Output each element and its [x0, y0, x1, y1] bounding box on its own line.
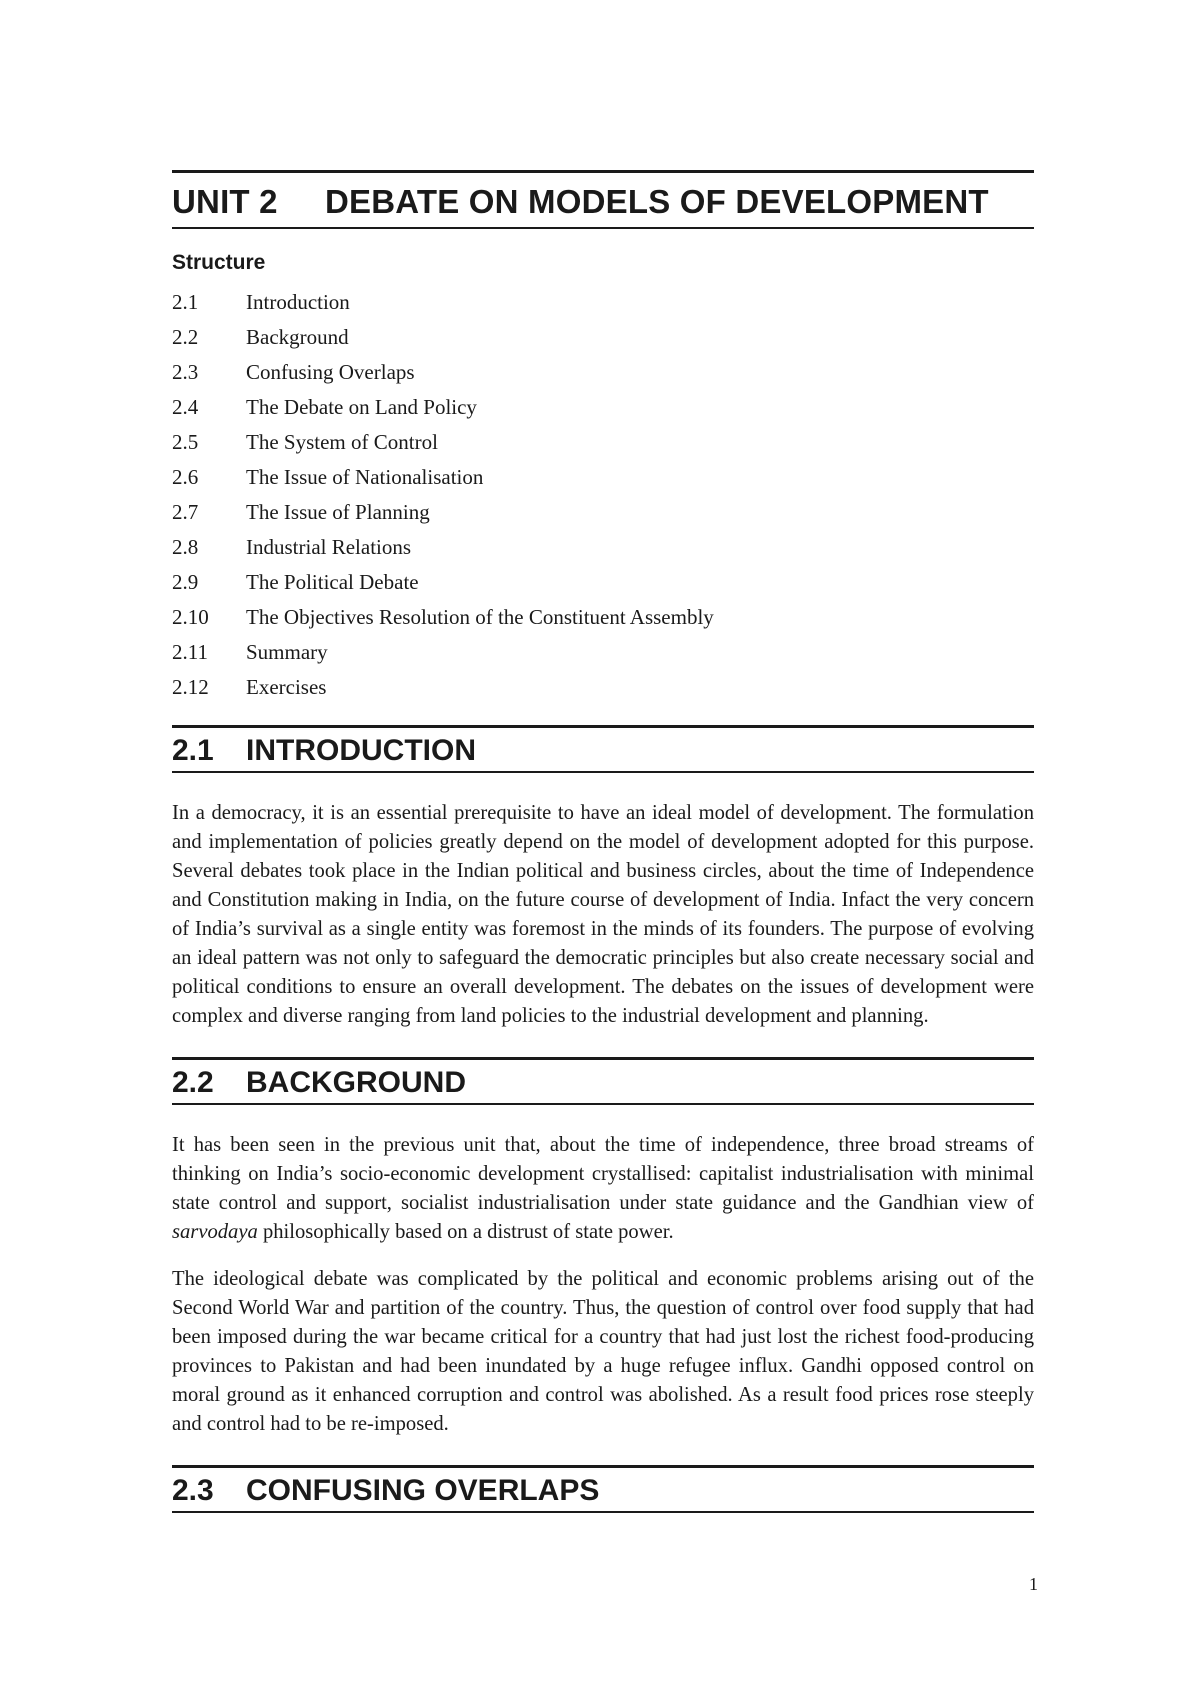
structure-label: Structure: [172, 251, 266, 274]
toc-item: [172, 495, 1034, 530]
toc-item-number: 2.9: [172, 570, 199, 594]
section-body: [172, 1131, 1034, 1439]
paragraph-text: philosophically based on a distrust of state power.: [257, 1221, 674, 1243]
toc-item-title: Industrial Relations: [246, 535, 412, 559]
toc-item-number: 2.10: [172, 605, 209, 629]
unit-heading: [172, 170, 1034, 229]
toc-item-number: 2.3: [172, 360, 199, 384]
toc-item-title: Introduction: [246, 290, 350, 314]
page-number: 1: [1029, 1574, 1038, 1594]
section-number: 2.3: [172, 1474, 214, 1507]
toc-item: [172, 355, 1034, 390]
section-heading: [172, 725, 1034, 773]
toc-item-number: 2.5: [172, 430, 199, 454]
toc-item-title: Confusing Overlaps: [246, 360, 415, 384]
toc-item: [172, 635, 1034, 670]
toc-item-number: 2.2: [172, 325, 199, 349]
paragraph-text: It has been seen in the previous unit that, about the time of independence, three broad streams of thinking on India’s socio-economic development crystallised: capitalist industrialisation with minimal state control and support, socialist industrialisation under state guidance and the Gandhian view of: [172, 1134, 1034, 1214]
document-page: [172, 170, 1034, 1513]
italic-term: sarvodaya: [172, 1221, 258, 1243]
toc-item-title: Exercises: [246, 675, 327, 699]
toc-item-number: 2.11: [172, 640, 208, 664]
toc-item-number: 2.6: [172, 465, 199, 489]
toc-item-number: 2.1: [172, 290, 199, 314]
section-title: CONFUSING OVERLAPS: [246, 1474, 600, 1507]
section-body: [172, 799, 1034, 1031]
toc-item-title: The Debate on Land Policy: [246, 395, 477, 419]
toc-item-title: The Issue of Planning: [246, 500, 430, 524]
section-number: 2.1: [172, 734, 214, 767]
paragraph: [172, 1131, 1034, 1247]
unit-title: [172, 183, 1034, 221]
section-title: INTRODUCTION: [246, 734, 476, 767]
toc-item: [172, 600, 1034, 635]
paragraph: The ideological debate was complicated by the political and economic problems arising out of the Second World War and partition of the country. Thus, the question of control over food supply that had been imposed during the war became critical for a country that had just lost the richest food-producing provinces to Pakistan and had been inundated by a huge refugee influx. Gandhi opposed control on moral ground as it enhanced corruption and control was abolished. As a result food prices rose steeply and control had to be re-imposed.: [172, 1268, 1034, 1435]
section-confusing-overlaps: [172, 1465, 1034, 1513]
toc-item-title: The Political Debate: [246, 570, 419, 594]
toc-item: [172, 670, 1034, 705]
toc-item-title: The Objectives Resolution of the Constituent Assembly: [246, 605, 714, 629]
table-of-contents: [172, 285, 1034, 705]
toc-item: [172, 320, 1034, 355]
toc-item: [172, 460, 1034, 495]
toc-item-title: Background: [246, 325, 349, 349]
section-heading: [172, 1057, 1034, 1105]
toc-item-number: 2.8: [172, 535, 199, 559]
paragraph: In a democracy, it is an essential prerequisite to have an ideal model of development. The formulation and implementation of policies greatly depend on the model of development adopted for this purpose. Several debates took place in the Indian political and business circles, about the time of Independence and Constitution making in India, on the future course of development of India. Infact the very concern of India’s survival as a single entity was foremost in the minds of its founders. The purpose of evolving an ideal pattern was not only to safeguard the democratic principles but also create necessary social and political conditions to ensure an overall development. The debates on the issues of development were complex and diverse ranging from land policies to the industrial development and planning.: [172, 802, 1034, 1027]
toc-item-title: The System of Control: [246, 430, 438, 454]
toc-item: [172, 285, 1034, 320]
toc-item-number: 2.7: [172, 500, 199, 524]
toc-item-title: Summary: [246, 640, 328, 664]
toc-item: [172, 390, 1034, 425]
toc-item-number: 2.4: [172, 395, 199, 419]
section-number: 2.2: [172, 1066, 214, 1099]
toc-item-title: The Issue of Nationalisation: [246, 465, 484, 489]
section-heading: [172, 1465, 1034, 1513]
toc-item: [172, 565, 1034, 600]
unit-title-text: DEBATE ON MODELS OF DEVELOPMENT: [325, 183, 989, 220]
section-background: [172, 1057, 1034, 1439]
toc-item: [172, 530, 1034, 565]
section-title: BACKGROUND: [246, 1066, 466, 1099]
toc-item-number: 2.12: [172, 675, 209, 699]
toc-item: [172, 425, 1034, 460]
section-introduction: [172, 725, 1034, 1031]
unit-number: UNIT 2: [172, 183, 278, 220]
